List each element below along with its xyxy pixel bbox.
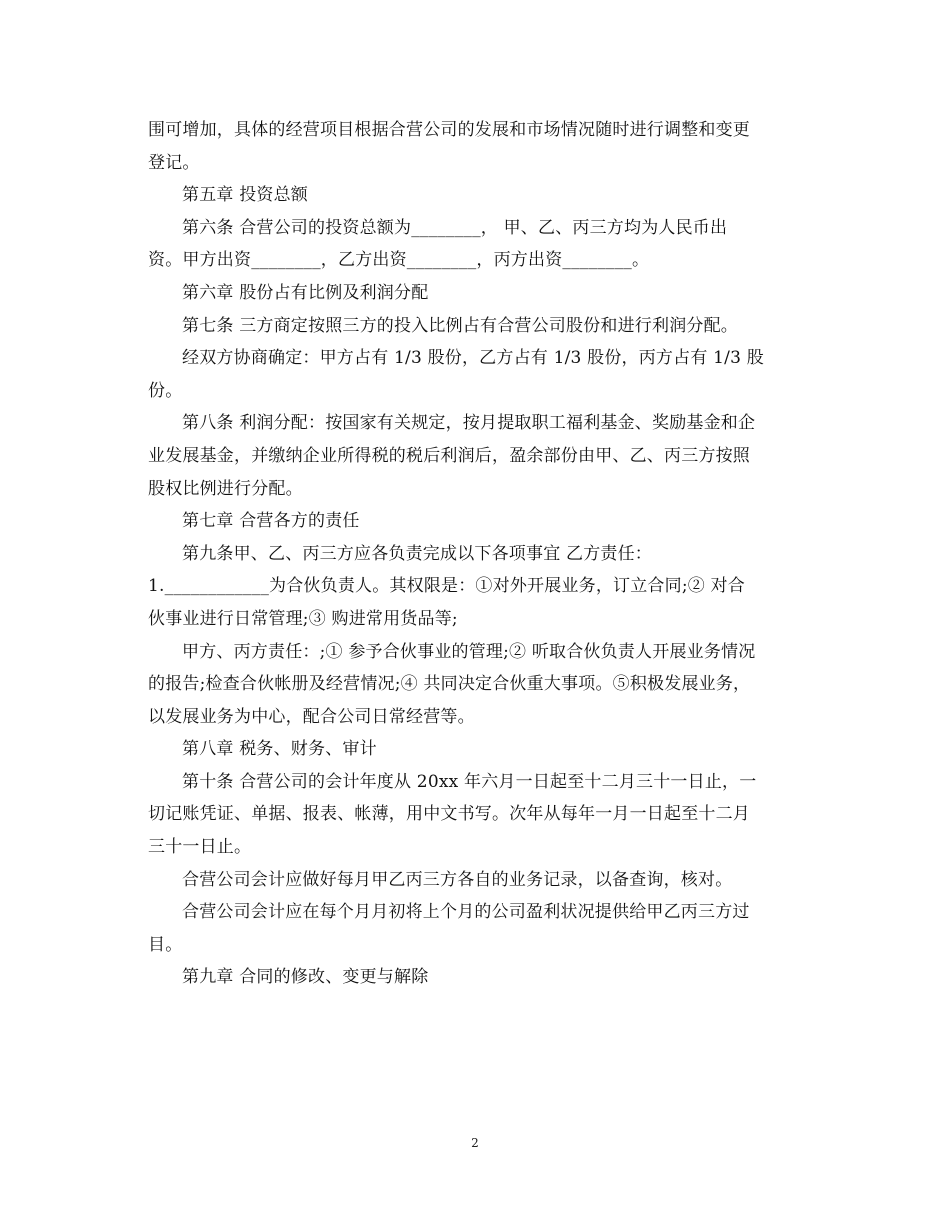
paragraph-line: 伙事业进行日常管理;③ 购进常用货品等; [148,608,458,629]
paragraph-line: 第六条 合营公司的投资总额为________， 甲、乙、丙三方均为人民币出 [182,217,728,238]
chapter-heading: 第九章 合同的修改、变更与解除 [182,967,429,988]
paragraph-line: 第七条 三方商定按照三方的投入比例占有合营公司股份和进行利润分配。 [182,315,739,336]
paragraph-line: 合营公司会计应做好每月甲乙丙三方各自的业务记录，以备查询，核对。 [182,869,733,890]
paragraph-line: 股权比例进行分配。 [148,478,303,499]
paragraph-line: 甲方、丙方责任：;① 参予合伙事业的管理;② 听取合伙负责人开展业务情况 [182,641,756,662]
paragraph-line: 的报告;检查合伙帐册及经营情况;④ 共同决定合伙重大事项。⑤积极发展业务， [148,674,751,695]
paragraph-line: 第九条甲、乙、丙三方应各负责完成以下各项事宜 乙方责任： [182,543,653,564]
paragraph-line: 第十条 合营公司的会计年度从 20xx 年六月一日起至十二月三十一日止，一 [182,771,757,792]
page-number: 2 [471,1136,479,1150]
chapter-heading: 第八章 税务、财务、审计 [182,739,377,760]
paragraph-line: 1.____________为合伙负责人。其权限是：①对外开展业务，订立合同;② 对合 [148,576,745,597]
paragraph-line: 合营公司会计应在每个月月初将上个月的公司盈利状况提供给甲乙丙三方过 [182,902,750,923]
chapter-heading: 第五章 投资总额 [182,185,309,206]
paragraph-line: 份。 [148,380,183,401]
body-text [148,114,808,994]
paragraph-line: 资。甲方出资________，乙方出资________，丙方出资________。 [148,250,650,271]
paragraph-line: 切记账凭证、单据、报表、帐薄，用中文书写。次年从每年一月一日起至十二月 [148,804,750,825]
paragraph-line: 第八条 利润分配：按国家有关规定，按月提取职工福利基金、奖励基金和企 [182,413,756,434]
paragraph-line: 以发展业务为中心，配合公司日常经营等。 [148,706,475,727]
paragraph-line: 经双方协商确定：甲方占有 1/3 股份，乙方占有 1/3 股份，丙方占有 1/3 股 [182,348,764,369]
chapter-heading: 第六章 股份占有比例及利润分配 [182,282,429,303]
paragraph-line: 登记。 [148,152,200,173]
paragraph-line: 围可增加，具体的经营项目根据合营公司的发展和市场情况随时进行调整和变更 [148,120,750,140]
paragraph-line: 业发展基金，并缴纳企业所得税的税后利润后，盈余部份由甲、乙、丙三方按照 [148,445,750,466]
paragraph-line: 目。 [148,934,183,955]
paragraph-line: 三十一日止。 [148,837,252,858]
chapter-heading: 第七章 合营各方的责任 [182,511,360,532]
